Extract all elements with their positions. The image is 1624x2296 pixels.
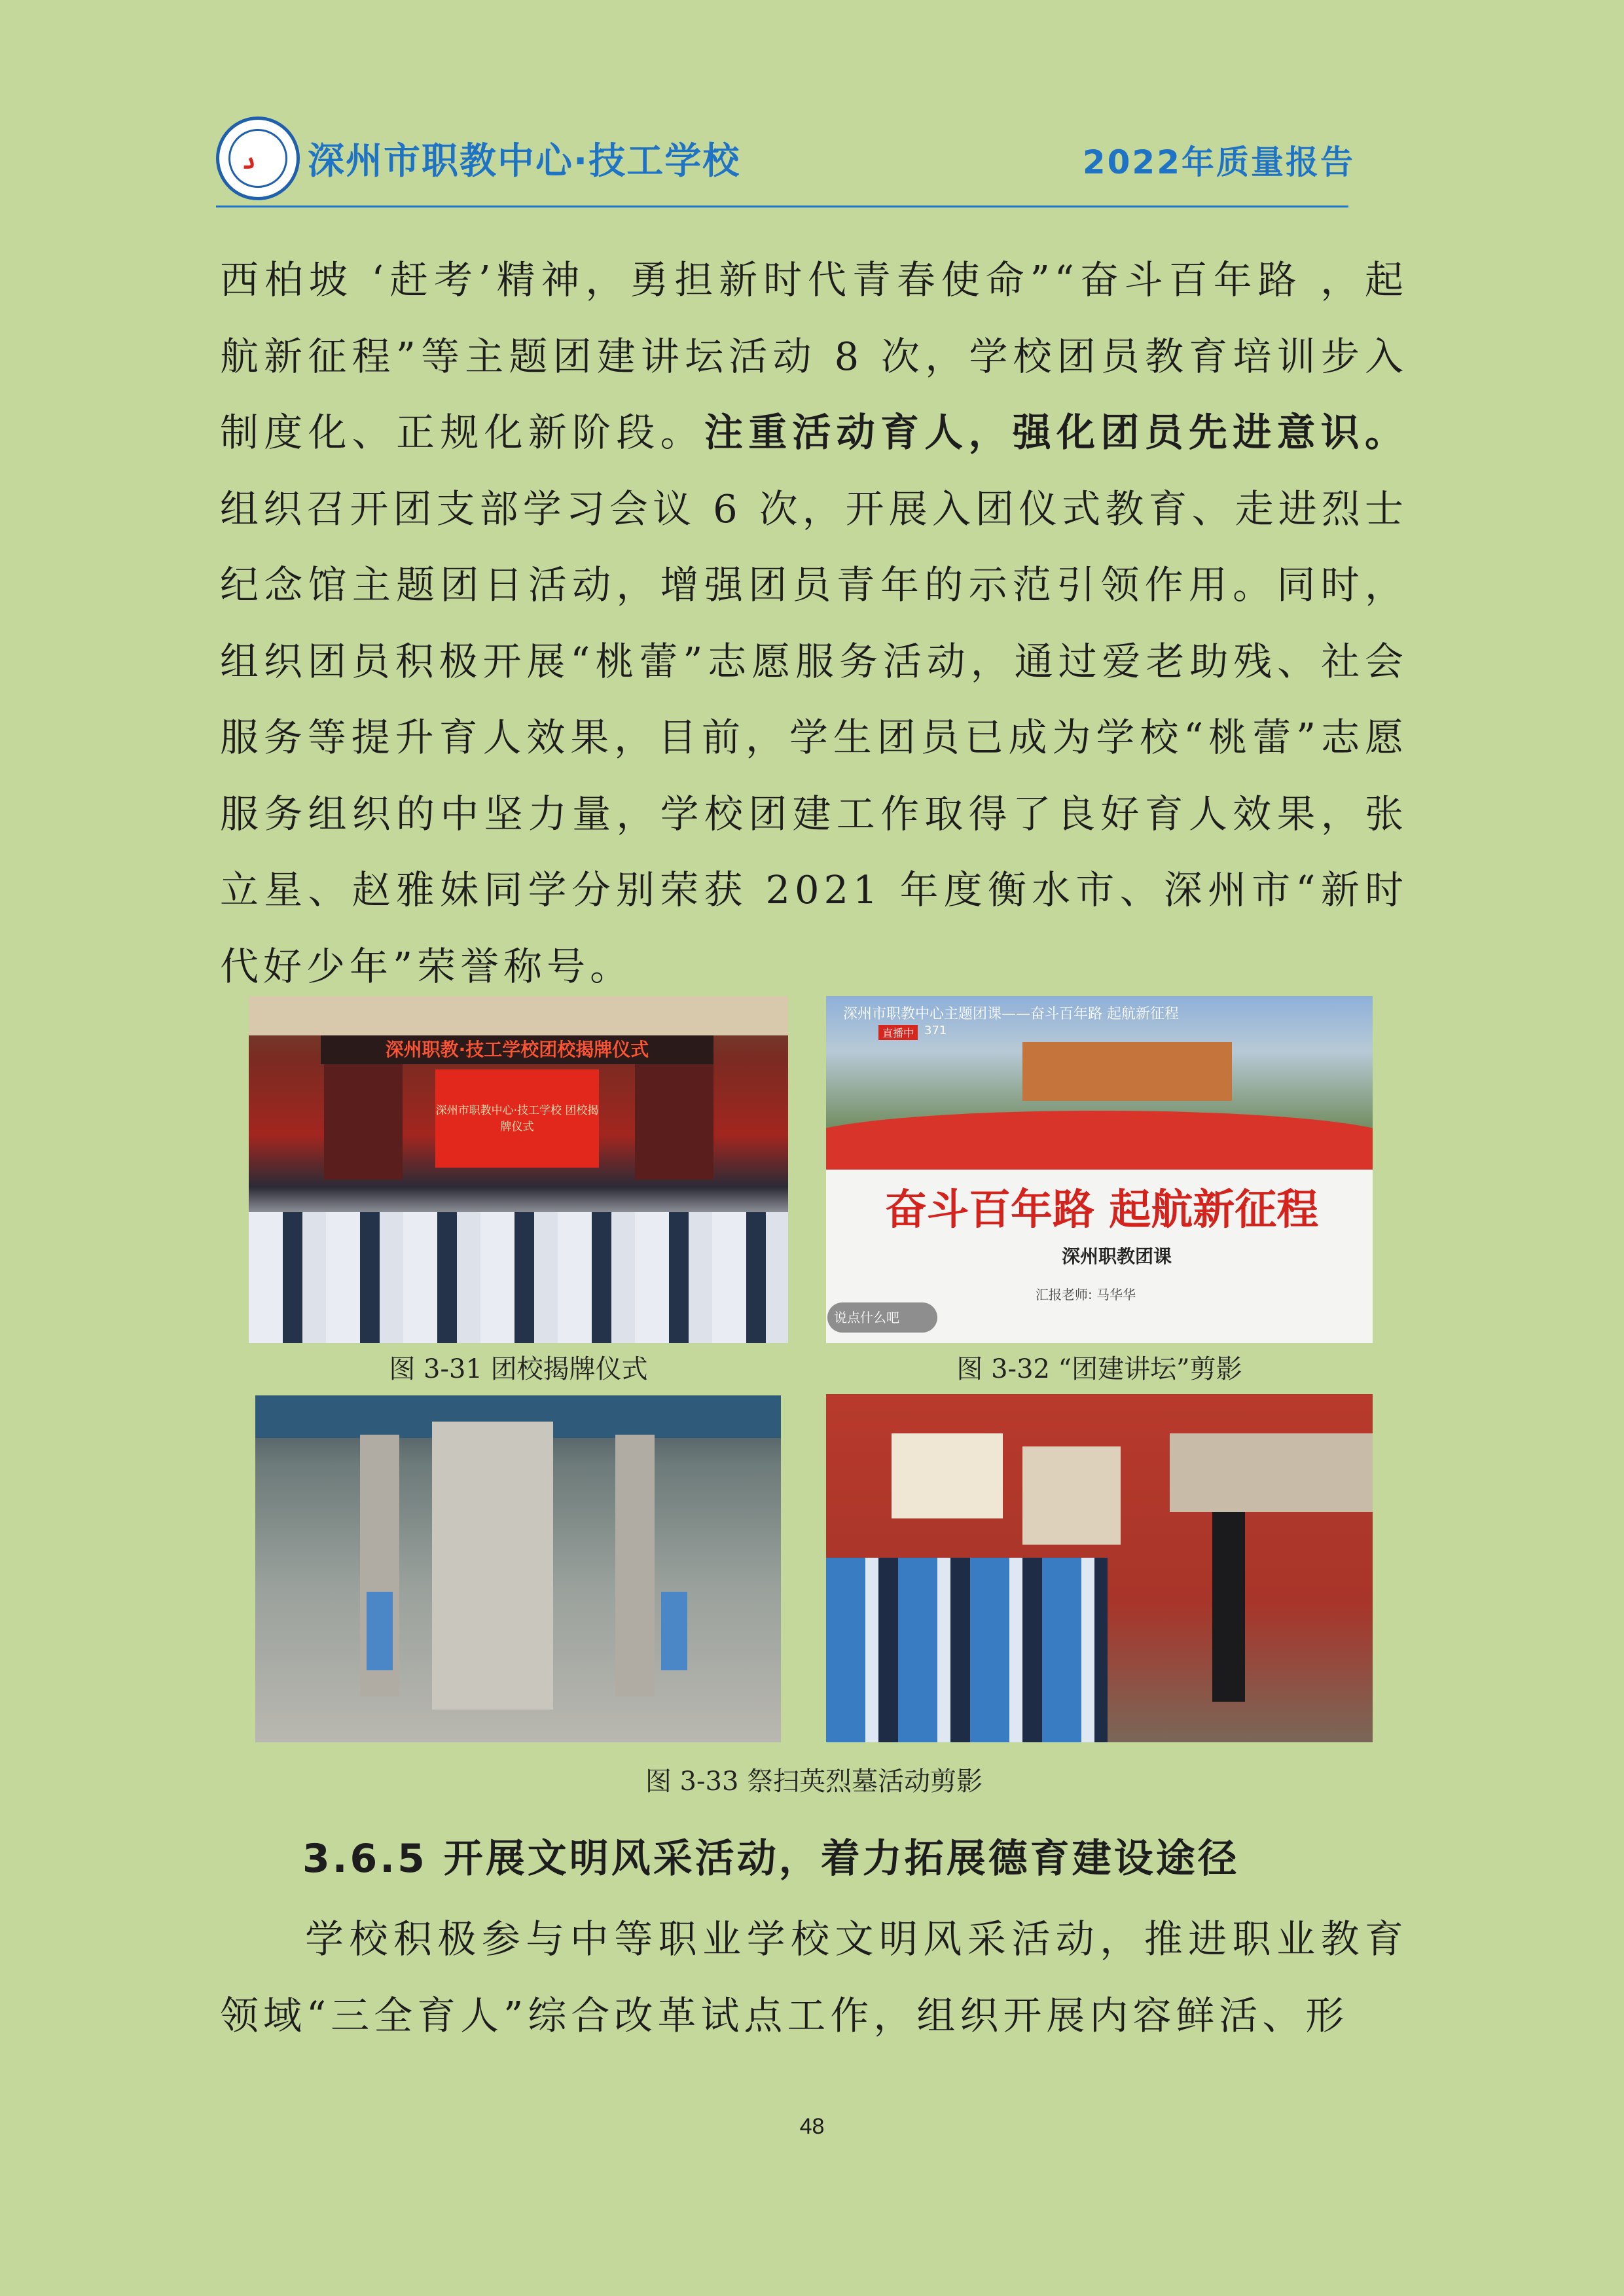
school-name: 深州市职教中心·技工学校 — [308, 140, 741, 183]
body-text-part2: 组织召开团支部学习会议 6 次，开展入团仪式教育、走进烈士纪念馆主题团日活动，增强团员青年的示范引领作用。同时，组织团员积极开展“桃蕾”志愿服务活动，通过爱老助残、社会服务等提升育人效果，目前，学生团员已成为学校“桃蕾”志愿服务组织的中坚力量，学校团建工作取得了良好育人效果，张立星、赵雅妹同学分别荣获 2021 年度衡水市、深州市“新时代好少年”荣誉称号。 — [220, 486, 1408, 989]
photo2-title: 深州市职教中心主题团课——奋斗百年路 起航新征程 — [843, 1006, 1179, 1022]
page-number: 48 — [799, 2114, 825, 2139]
body-text-part1: 西柏坡 ‘赶考’精神，勇担新时代青春使命”“奋斗百年路 ，起航新征程”等主题团建讲坛活动 8 次，学校团员教育培训步入制度化、正规化新阶段。 — [220, 257, 1408, 455]
figure-3-33-caption: 图 3-33 祭扫英烈墓活动剪影 — [645, 1767, 983, 1797]
photo2-headline: 奋斗百年路 起航新征程 — [885, 1186, 1319, 1234]
figure-3-31-caption: 图 3-31 团校揭牌仪式 — [389, 1354, 648, 1384]
viewer-count: 371 — [924, 1024, 947, 1037]
photo-livestream — [826, 996, 1373, 1343]
photo-memorial-pavilion — [255, 1395, 781, 1742]
school-emblem-icon: ࡅ — [216, 117, 300, 200]
photo2-teacher: 汇报老师: 马华华 — [1036, 1287, 1136, 1302]
photo1-screen-text: 深州市职教中心·技工学校 团校揭牌仪式 — [435, 1104, 599, 1134]
photo2-subtitle: 深州职教团课 — [1062, 1246, 1172, 1267]
figure-3-32-caption: 图 3-32 “团建讲坛”剪影 — [956, 1354, 1242, 1384]
photo-memorial-hall — [826, 1394, 1373, 1742]
body-paragraph — [220, 242, 1408, 1005]
page-header — [216, 117, 1355, 208]
report-title: 2022年质量报告 — [1082, 143, 1355, 181]
section-paragraph — [220, 1901, 1408, 2054]
section-heading: 3.6.5 开展文明风采活动，着力拓展德育建设途径 — [302, 1836, 1240, 1882]
body-text-bold: 注重活动育人，强化团员先进意识。 — [704, 410, 1408, 455]
header-rule — [216, 206, 1348, 207]
chat-input: 说点什么吧 — [827, 1302, 937, 1333]
photo1-banner: 深州职教·技工学校团校揭牌仪式 — [321, 1035, 713, 1064]
photo-ceremony — [249, 996, 788, 1343]
section-paragraph-text: 学校积极参与中等职业学校文明风采活动，推进职业教育领域“三全育人”综合改革试点工作，组织开展内容鲜活、形 — [220, 1916, 1408, 2038]
live-badge: 直播中 — [878, 1025, 918, 1040]
